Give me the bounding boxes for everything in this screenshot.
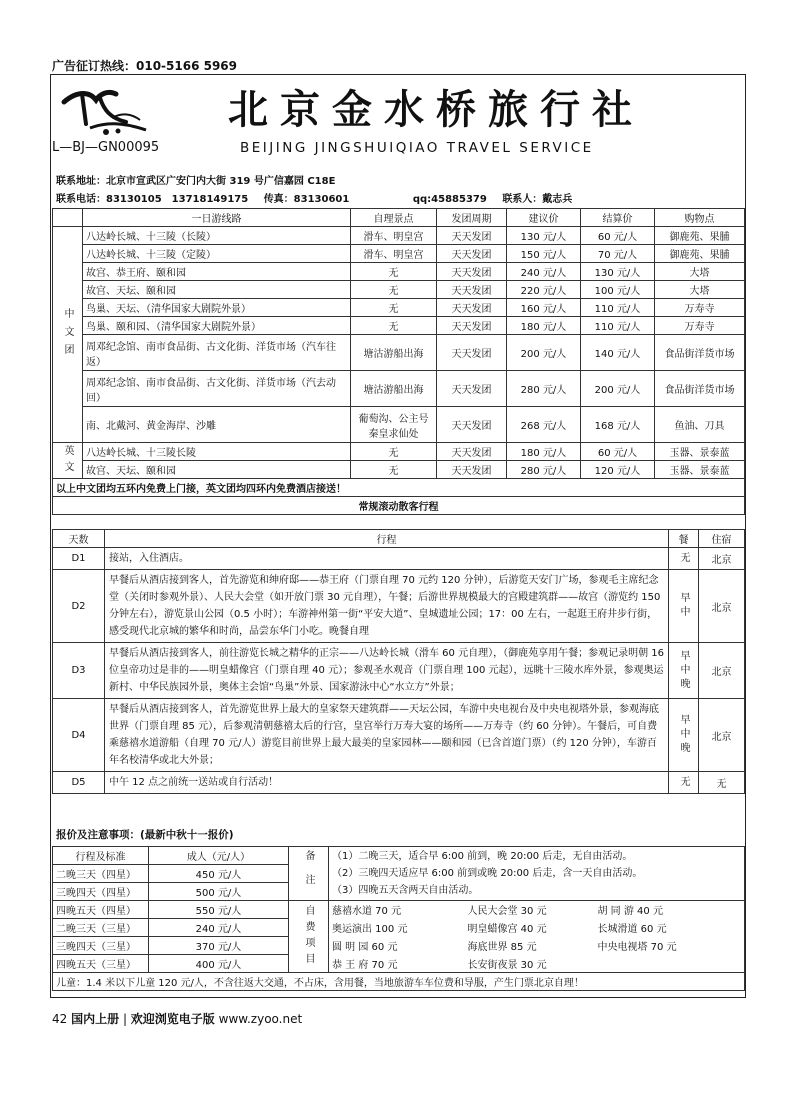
header-standard: 行程及标准 bbox=[53, 847, 149, 865]
cell-shopping: 万寿寺 bbox=[655, 299, 745, 317]
pricing-title: 报价及注意事项：(最新中秋十一报价) bbox=[56, 829, 234, 841]
address-text: 联系地址：北京市宣武区广安门内大街 319 号广信嘉园 C18E bbox=[56, 176, 336, 187]
ad-hotline: 广告征订热线：010-5166 5969 bbox=[52, 59, 238, 73]
cell-settle-price: 100 元/人 bbox=[581, 281, 655, 299]
itinerary-row bbox=[53, 548, 745, 570]
cell-settle-price: 70 元/人 bbox=[581, 245, 655, 263]
footer-slogan: 欢迎浏览电子版 bbox=[130, 1012, 215, 1026]
cell-route: 故宫、恭王府、颐和园 bbox=[83, 263, 351, 281]
pickup-note: 以上中文团均五环内免费上门接，英文团均四环内免费酒店接送！ bbox=[53, 479, 745, 497]
pricing-row bbox=[53, 919, 745, 937]
cell-period: 天天发团 bbox=[437, 407, 507, 443]
fax-text: 传真：83130601 bbox=[263, 194, 350, 205]
header-shopping: 购物点 bbox=[655, 209, 745, 227]
cell-route: 八达岭长城、十三陵（长陵） bbox=[83, 227, 351, 245]
cell-optional: 滑车、明皇宫 bbox=[351, 245, 437, 263]
cell-suggested-price: 280 元/人 bbox=[507, 461, 581, 479]
pricing-table bbox=[52, 846, 745, 991]
chinese-group-label: 中文团 bbox=[53, 227, 83, 443]
cell-route: 鸟巢、颐和园、（清华国家大剧院外景） bbox=[83, 317, 351, 335]
itinerary-meal: 早中 bbox=[669, 570, 699, 643]
cell-suggested-price: 268 元/人 bbox=[507, 407, 581, 443]
itinerary-meal: 无 bbox=[669, 772, 699, 794]
cell-optional: 葡萄沟、公主号秦皇求仙处 bbox=[351, 407, 437, 443]
pricing-adult: 400 元/人 bbox=[149, 955, 289, 973]
cell-route: 故宫、天坛、颐和园 bbox=[83, 281, 351, 299]
optional-item: 人民大会堂 30 元 bbox=[467, 906, 547, 918]
cell-route: 八达岭长城、十三陵长陵 bbox=[83, 443, 351, 461]
cell-shopping: 万寿寺 bbox=[655, 317, 745, 335]
cell-optional: 塘沽游船出海 bbox=[351, 371, 437, 407]
cell-route: 周邓纪念馆、南市食品街、古文化街、洋货市场（汽去动回） bbox=[83, 371, 351, 407]
child-note-row bbox=[53, 973, 745, 991]
optional-item: 慈禧水道 70 元 bbox=[329, 901, 465, 919]
pricing-standard: 二晚三天（四星） bbox=[53, 865, 149, 883]
cell-suggested-price: 180 元/人 bbox=[507, 317, 581, 335]
day-tour-row bbox=[53, 407, 745, 443]
itinerary-text: 早餐后从酒店接到客人，前往游览长城之精华的正宗——八达岭长城（滑车 60 元自理），（御鹿苑享用午餐；参观记录明朝 16 位皇帝功过是非的——明皇蜡像宫（门票自理 40 元）；参观圣水观音（门票自理 100 元起），远眺十三陵水库外景，参观奥运新村、中华民族园外景，奥体主会馆“鸟巢”外景、国家游泳中心“水立方”外景； bbox=[105, 643, 669, 699]
contact-address bbox=[56, 172, 746, 187]
cell-settle-price: 110 元/人 bbox=[581, 317, 655, 335]
day-tour-row bbox=[53, 299, 745, 317]
agency-name-en: BEIJING JINGSHUIQIAO TRAVEL SERVICE bbox=[240, 140, 594, 156]
header-schedule: 行程 bbox=[105, 530, 669, 548]
agency-name: 北京金水桥旅行社 bbox=[228, 86, 644, 133]
cell-optional: 无 bbox=[351, 299, 437, 317]
itinerary-row bbox=[53, 699, 745, 772]
itinerary-text: 早餐后从酒店接到客人，首先游览和绅府邸——恭王府（门票自理 70 元约 120 分钟），后游览天安门广场，参观毛主席纪念堂（关闭时参观外景）、人民大会堂（如开放门票 30 元自理），午餐；后游世界规模最大的宫殿建筑群——故宫（游览约 150 分钟左右），游览景山公园（0.5 小时）；车游神州第一街“平安大道”、皇城遗址公园；17：00 左右，一起逛王府井步行街，感受现代北京城的繁华和时尚，品尝东华门小吃。晚餐自理 bbox=[105, 570, 669, 643]
day-tour-row bbox=[53, 335, 745, 371]
pickup-note-row bbox=[53, 479, 745, 497]
cell-settle-price: 60 元/人 bbox=[581, 227, 655, 245]
cell-settle-price: 130 元/人 bbox=[581, 263, 655, 281]
itinerary-stay: 北京 bbox=[699, 643, 745, 699]
header-optional: 自理景点 bbox=[351, 209, 437, 227]
cell-suggested-price: 130 元/人 bbox=[507, 227, 581, 245]
cell-shopping: 食品街洋货市场 bbox=[655, 371, 745, 407]
itinerary-stay: 北京 bbox=[699, 548, 745, 570]
pricing-adult: 240 元/人 bbox=[149, 919, 289, 937]
optional-item: 长安街夜景 30 元 bbox=[467, 959, 547, 971]
pricing-standard: 三晚四天（三星） bbox=[53, 937, 149, 955]
day-tour-row bbox=[53, 227, 745, 245]
day-tour-row bbox=[53, 371, 745, 407]
optional-item: 中央电视塔 70 元 bbox=[595, 937, 745, 955]
cell-suggested-price: 150 元/人 bbox=[507, 245, 581, 263]
cell-period: 天天发团 bbox=[437, 371, 507, 407]
cell-shopping: 大塔 bbox=[655, 263, 745, 281]
cell-suggested-price: 280 元/人 bbox=[507, 371, 581, 407]
cell-suggested-price: 180 元/人 bbox=[507, 443, 581, 461]
header-suggested-price: 建议价 bbox=[507, 209, 581, 227]
cell-shopping: 御鹿苑、果脯 bbox=[655, 245, 745, 263]
day-tour-table bbox=[52, 208, 745, 515]
cell-route: 周邓纪念馆、南市食品街、古文化街、洋货市场（汽车往返） bbox=[83, 335, 351, 371]
itinerary-header bbox=[53, 530, 745, 548]
itinerary-day: D2 bbox=[53, 570, 105, 643]
cell-shopping: 玉器、景泰蓝 bbox=[655, 461, 745, 479]
footer-section: 国内上册 bbox=[71, 1012, 120, 1026]
contact-person: 联系人：戴志兵 bbox=[502, 194, 573, 205]
cell-period: 天天发团 bbox=[437, 281, 507, 299]
header-day: 天数 bbox=[53, 530, 105, 548]
cell-route: 鸟巢、天坛、（清华国家大剧院外景） bbox=[83, 299, 351, 317]
itinerary-day: D3 bbox=[53, 643, 105, 699]
calligraphy-logo-icon bbox=[60, 84, 150, 136]
header-period: 发团周期 bbox=[437, 209, 507, 227]
itinerary-meal: 无 bbox=[669, 548, 699, 570]
cell-settle-price: 200 元/人 bbox=[581, 371, 655, 407]
itinerary-text: 早餐后从酒店接到客人，首先游览世界上最大的皇家祭天建筑群——天坛公园，车游中央电视台及中央电视塔外景，参观海底世界（门票自理 85 元），后参观清朝慈禧太后的行宫，皇宫举行万寿大宴的场所——万寿寺（约 60 分钟）。午餐后，可自费乘慈禧水道游船（自理 70 元/人）游览目前世界上最大最美的皇家园林——颐和园（已含首道门票）（约 120 分钟），车游百年名校清华或北大外景； bbox=[105, 699, 669, 772]
pricing-row bbox=[53, 847, 745, 865]
cell-period: 天天发团 bbox=[437, 245, 507, 263]
cell-period: 天天发团 bbox=[437, 299, 507, 317]
cell-optional: 无 bbox=[351, 263, 437, 281]
itinerary-meal: 早中晚 bbox=[669, 643, 699, 699]
pricing-row bbox=[53, 937, 745, 955]
cell-period: 天天发团 bbox=[437, 461, 507, 479]
cell-suggested-price: 220 元/人 bbox=[507, 281, 581, 299]
itinerary-stay: 无 bbox=[699, 772, 745, 794]
pricing-adult: 550 元/人 bbox=[149, 901, 289, 919]
day-tour-row bbox=[53, 263, 745, 281]
cell-settle-price: 60 元/人 bbox=[581, 443, 655, 461]
cell-period: 天天发团 bbox=[437, 317, 507, 335]
pricing-adult: 370 元/人 bbox=[149, 937, 289, 955]
child-note: 儿童：1.4 米以下儿童 120 元/人，不含往返大交通，不占床，含用餐，当地旅游车车位费和导服，产生门票北京自理！ bbox=[53, 973, 745, 991]
header-adult-price: 成人（元/人） bbox=[149, 847, 289, 865]
cell-route: 八达岭长城、十三陵（定陵） bbox=[83, 245, 351, 263]
page-number: 42 bbox=[52, 1012, 68, 1026]
optional-item: 圆 明 园 60 元 bbox=[329, 937, 465, 955]
remarks-block bbox=[329, 847, 745, 901]
cell-optional: 塘沽游船出海 bbox=[351, 335, 437, 371]
itinerary-stay: 北京 bbox=[699, 699, 745, 772]
optional-item: 明皇蜡像宫 40 元 bbox=[467, 924, 547, 935]
cell-shopping: 玉器、景泰蓝 bbox=[655, 443, 745, 461]
license-number: L—BJ—GN00095 bbox=[52, 140, 160, 155]
cell-shopping: 食品街洋货市场 bbox=[655, 335, 745, 371]
optional-item bbox=[595, 955, 745, 973]
cell-period: 天天发团 bbox=[437, 443, 507, 461]
pricing-standard: 三晚四天（四星） bbox=[53, 883, 149, 901]
day-tour-row bbox=[53, 443, 745, 461]
cell-suggested-price: 200 元/人 bbox=[507, 335, 581, 371]
cell-optional: 无 bbox=[351, 461, 437, 479]
day-tour-header bbox=[53, 209, 745, 227]
day-tour-row bbox=[53, 317, 745, 335]
day-tour-row bbox=[53, 281, 745, 299]
day-tour-row bbox=[53, 245, 745, 263]
header-route: 一日游线路 bbox=[83, 209, 351, 227]
cell-settle-price: 110 元/人 bbox=[581, 299, 655, 317]
itinerary-day: D5 bbox=[53, 772, 105, 794]
cell-settle-price: 140 元/人 bbox=[581, 335, 655, 371]
remark-line: （1）二晚三天，适合早 6:00 前到，晚 20:00 后走，无自由活动。 bbox=[332, 851, 633, 862]
header-settle-price: 结算价 bbox=[581, 209, 655, 227]
pricing-standard: 四晚五天（三星） bbox=[53, 955, 149, 973]
itinerary-row bbox=[53, 570, 745, 643]
day-tour-row bbox=[53, 461, 745, 479]
itinerary-title: 常规滚动散客行程 bbox=[53, 497, 745, 515]
cell-shopping: 鱼油、刀具 bbox=[655, 407, 745, 443]
cell-optional: 无 bbox=[351, 281, 437, 299]
pricing-row bbox=[53, 901, 745, 919]
optional-item: 胡 同 游 40 元 bbox=[595, 901, 745, 919]
cell-settle-price: 120 元/人 bbox=[581, 461, 655, 479]
remark-line: （3）四晚五天含两天自由活动。 bbox=[332, 885, 479, 896]
cell-optional: 滑车、明皇宫 bbox=[351, 227, 437, 245]
cell-period: 天天发团 bbox=[437, 227, 507, 245]
cell-route: 南、北戴河、黄金海岸、沙雕 bbox=[83, 407, 351, 443]
optional-item: 长城滑道 60 元 bbox=[595, 919, 745, 937]
optional-item: 海底世界 85 元 bbox=[467, 942, 537, 953]
itinerary-day: D4 bbox=[53, 699, 105, 772]
remarks-label: 备注 bbox=[289, 847, 329, 901]
cell-shopping: 御鹿苑、果脯 bbox=[655, 227, 745, 245]
itinerary-row bbox=[53, 643, 745, 699]
pricing-standard: 二晚三天（三星） bbox=[53, 919, 149, 937]
itinerary-title-row bbox=[53, 497, 745, 515]
cell-period: 天天发团 bbox=[437, 335, 507, 371]
pricing-row bbox=[53, 955, 745, 973]
phone-text: 联系电话：83130105 13718149175 bbox=[56, 194, 249, 205]
page-footer: 42 国内上册 | 欢迎浏览电子版 www.zyoo.net bbox=[52, 1012, 303, 1026]
itinerary-meal: 早中晚 bbox=[669, 699, 699, 772]
itinerary-table bbox=[52, 529, 745, 794]
cell-period: 天天发团 bbox=[437, 263, 507, 281]
pricing-adult: 450 元/人 bbox=[149, 865, 289, 883]
cell-suggested-price: 240 元/人 bbox=[507, 263, 581, 281]
itinerary-row bbox=[53, 772, 745, 794]
header-meal: 餐 bbox=[669, 530, 699, 548]
cell-settle-price: 168 元/人 bbox=[581, 407, 655, 443]
remark-line: （2）三晚四天适应早 6:00 前到或晚 20:00 后走，含一天自由活动。 bbox=[332, 868, 643, 879]
header-stay: 住宿 bbox=[699, 530, 745, 548]
optional-label: 自费项目 bbox=[289, 901, 329, 973]
qq-text: qq:45885379 bbox=[412, 194, 487, 205]
itinerary-day: D1 bbox=[53, 548, 105, 570]
header-blank bbox=[53, 209, 83, 227]
english-group-label: 英文 bbox=[53, 443, 83, 479]
footer-url[interactable]: www.zyoo.net bbox=[218, 1012, 303, 1026]
optional-item: 奥运演出 100 元 bbox=[329, 919, 465, 937]
contact-line bbox=[56, 190, 746, 205]
optional-item: 恭 王 府 70 元 bbox=[329, 955, 465, 973]
cell-suggested-price: 160 元/人 bbox=[507, 299, 581, 317]
itinerary-stay: 北京 bbox=[699, 570, 745, 643]
cell-optional: 无 bbox=[351, 317, 437, 335]
pricing-standard: 四晚五天（四星） bbox=[53, 901, 149, 919]
pricing-adult: 500 元/人 bbox=[149, 883, 289, 901]
cell-shopping: 大塔 bbox=[655, 281, 745, 299]
cell-optional: 无 bbox=[351, 443, 437, 461]
itinerary-text: 中午 12 点之前统一送站或自行活动！ bbox=[105, 772, 669, 794]
cell-route: 故宫、天坛、颐和园 bbox=[83, 461, 351, 479]
itinerary-text: 接站，入住酒店。 bbox=[105, 548, 669, 570]
